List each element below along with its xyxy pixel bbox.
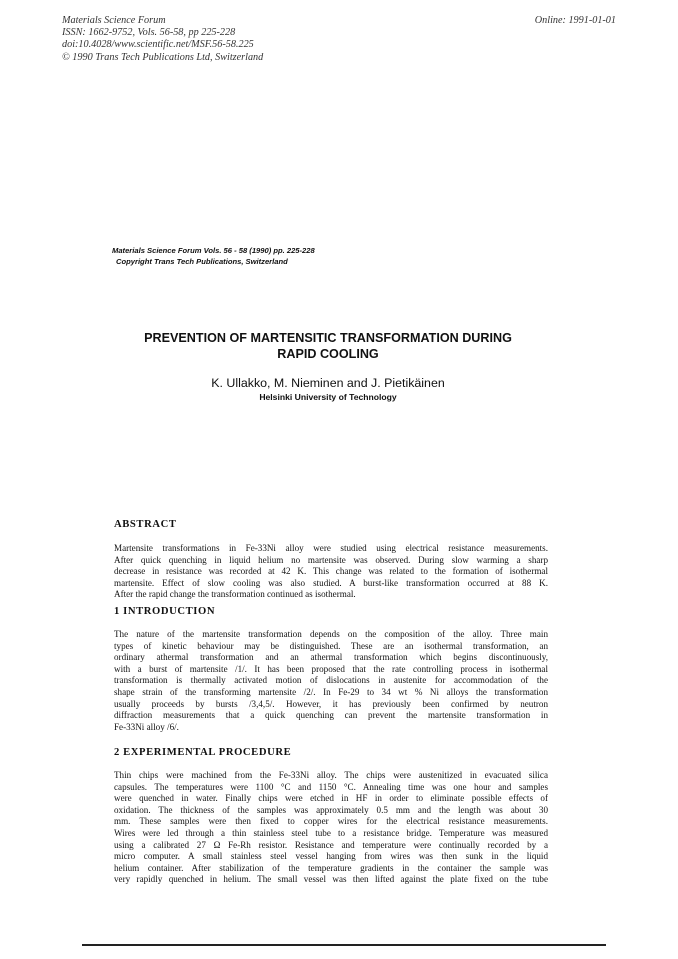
- journal-header: [62, 15, 263, 64]
- text-line: capsules. The temperatures were 1100 °C and 1150 °C. Annealing time was one hour and samples: [114, 781, 548, 792]
- introduction-heading: 1 INTRODUCTION: [114, 606, 216, 617]
- citation-block: [112, 245, 315, 267]
- text-line: using a calibrated 27 Ω Fe-Rh resistor. Resistance and temperature were continually recorded by a: [114, 839, 548, 850]
- citation-line: Materials Science Forum Vols. 56 - 58 (1990) pp. 225-228: [112, 246, 315, 255]
- introduction-body: [114, 629, 548, 733]
- text-line: types of kinetic behaviour may be distinguished. These are an isothermal transformation, an: [114, 640, 548, 651]
- abstract-body: [114, 543, 548, 601]
- affiliation: Helsinki University of Technology: [259, 392, 397, 402]
- text-line: After quick quenching in liquid helium no martensite was observed. During slow warming a sharp: [114, 554, 548, 565]
- text-line: usually proceeds by bursts /3,4,5/. However, it has previously been confirmed by neutron: [114, 698, 548, 709]
- copyright-line: © 1990 Trans Tech Publications Ltd, Switzerland: [62, 51, 264, 63]
- title-line: RAPID COOLING: [277, 346, 379, 361]
- text-line: shape strain of the transforming martensite /2/. In Fe-29 to 34 wt % Ni alloys the transformation: [114, 686, 548, 697]
- text-line: very rapidly quenched in helium. The small vessel was then lifted against the plate fixed on the tube: [114, 874, 548, 885]
- text-line: martensite. Effect of slow cooling was also studied. A burst-like transformation occurred at 88 K.: [114, 577, 548, 588]
- issn-line: ISSN: 1662-9752, Vols. 56-58, pp 225-228: [62, 27, 236, 39]
- text-line: Wires were led through a thin stainless steel tube to a resistance bridge. Temperature was measured: [114, 827, 548, 838]
- text-line: Fe-33Ni alloy /6/.: [114, 721, 179, 732]
- text-line: decrease in resistance was recorded at 42 K. This change was related to the formation of isothermal: [114, 566, 548, 577]
- experimental-heading: 2 EXPERIMENTAL PROCEDURE: [114, 747, 292, 758]
- text-line: ordinary athermal transformation and an athermal transformation which begins discontinuously,: [114, 652, 548, 663]
- footer-rule: [82, 944, 606, 946]
- text-line: transformation is thermally activated motion of dislocations in austenite for accommodation of the: [114, 675, 548, 686]
- text-line: helium container. After stabilization of the temperature gradients in the container the sample was: [114, 862, 548, 873]
- text-line: with a burst of martensite /1/. It has been proposed that the rate controlling process in isothermal: [114, 663, 548, 674]
- authors: K. Ullakko, M. Nieminen and J. Pietikäinen: [211, 376, 445, 390]
- citation-copyright: Copyright Trans Tech Publications, Switzerland: [116, 257, 288, 266]
- text-line: diffraction measurements that a quick quenching can prevent the martensite transformation in: [114, 710, 548, 721]
- text-line: oxidation. The thickness of the samples was approximately 0.5 mm and the length was about 30: [114, 804, 548, 815]
- text-line: were quenched in water. Finally chips were etched in HF in order to eliminate possible effects of: [114, 793, 548, 804]
- journal-name: Materials Science Forum: [62, 15, 166, 26]
- text-line: mm. These samples were then fixed to copper wires for the electrical resistance measurements.: [114, 816, 548, 827]
- online-date: Online: 1991-01-01: [534, 15, 616, 26]
- text-line: After the rapid change the transformation continued as isothermal.: [114, 589, 356, 600]
- text-line: Thin chips were machined from the Fe-33Ni alloy. The chips were austenitized in evacuated silica: [114, 770, 548, 780]
- doi-line[interactable]: doi:10.4028/www.scientific.net/MSF.56-58.225: [62, 39, 254, 51]
- text-line: Martensite transformations in Fe-33Ni alloy were studied using electrical resistance measurements.: [114, 543, 548, 553]
- text-line: The nature of the martensite transformation depends on the composition of the alloy. Three main: [114, 629, 548, 639]
- paper-title: [112, 331, 544, 362]
- experimental-body: [114, 770, 548, 886]
- abstract-heading: ABSTRACT: [114, 519, 177, 530]
- text-line: micro computer. A small stainless steel vessel hanging from wires was then sunk in the liquid: [114, 851, 548, 862]
- title-line: PREVENTION OF MARTENSITIC TRANSFORMATION DURING: [144, 331, 512, 345]
